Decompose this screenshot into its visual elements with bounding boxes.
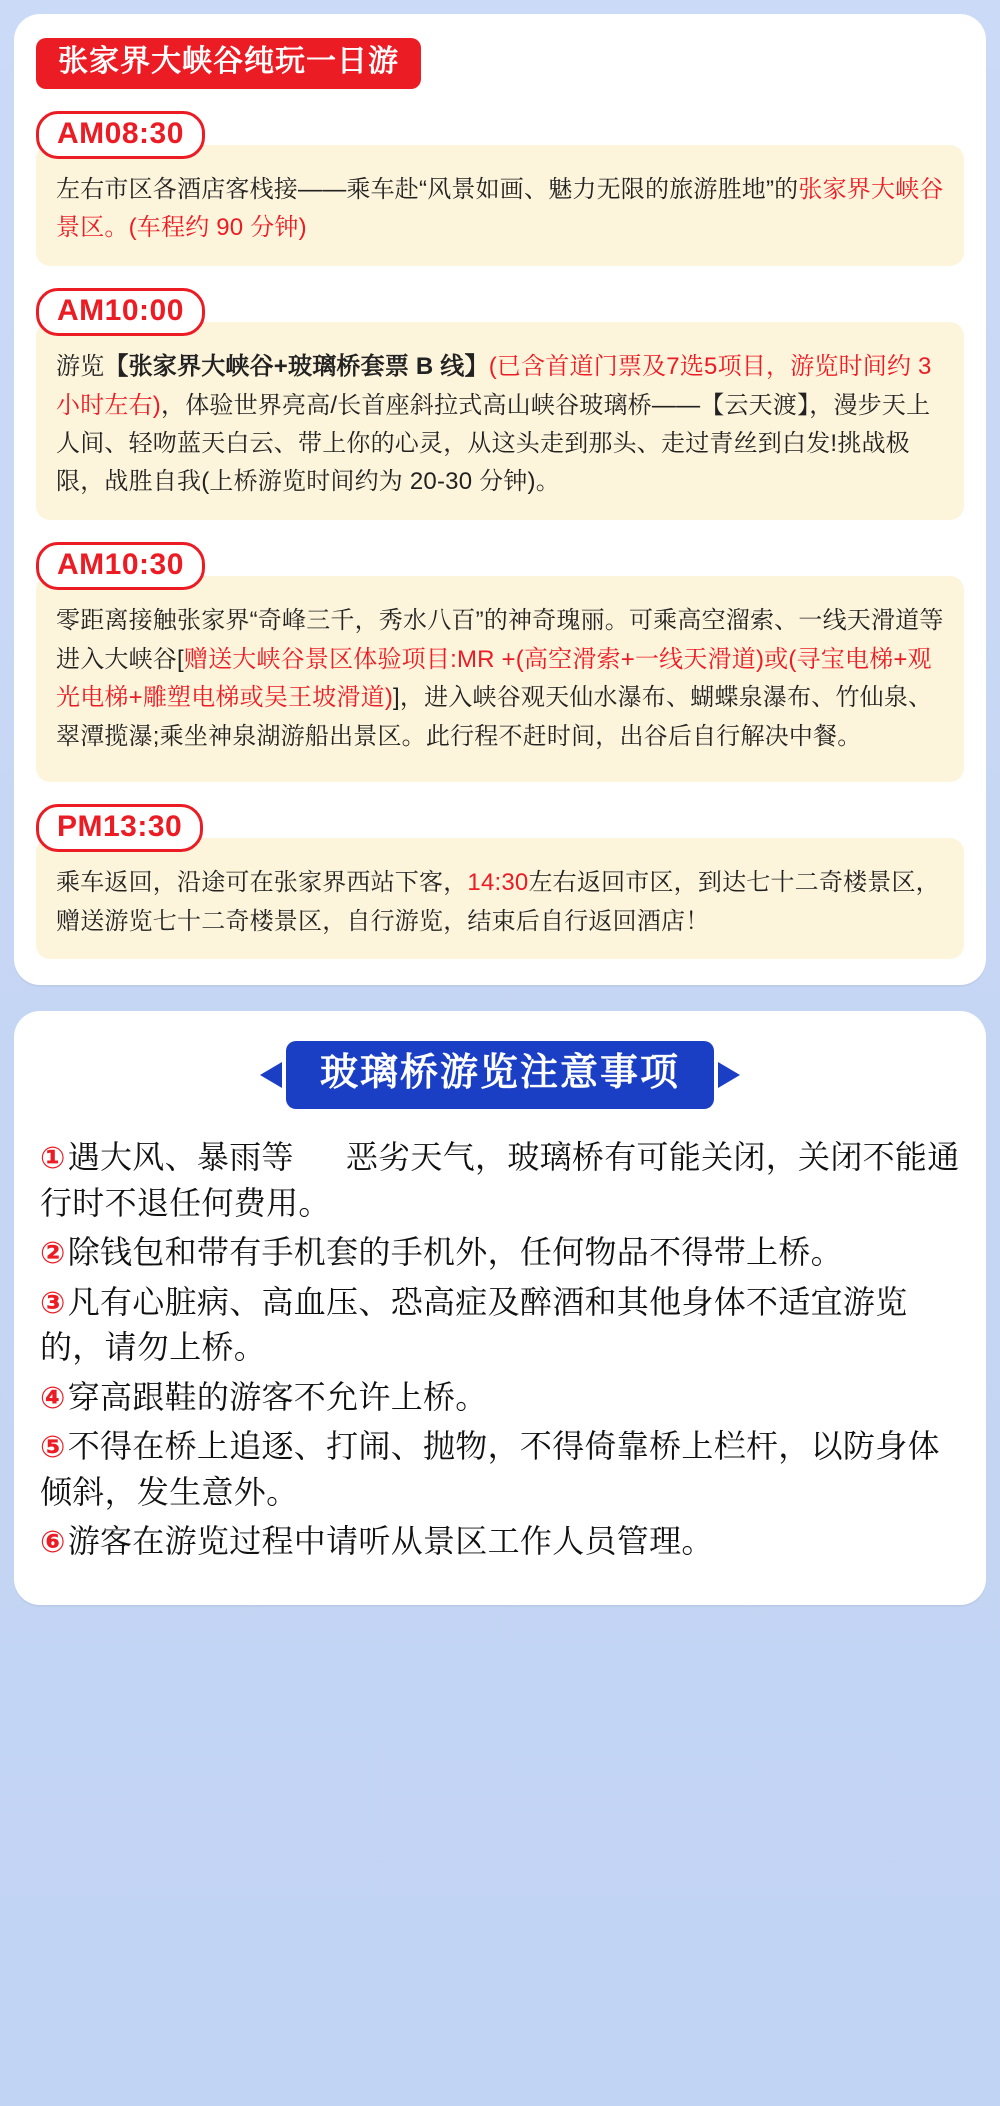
- itinerary-card: [14, 14, 986, 985]
- note-number: ④: [40, 1381, 66, 1415]
- text-segment-highlight: (已含首道门票及7选5项目，游览时间约 3 小时左右): [56, 353, 932, 419]
- note-text: 不得在桥上追逐、打闹、抛物，不得倚靠桥上栏杆，以防身体倾斜，发生意外。: [40, 1428, 940, 1510]
- arrow-right-icon: [260, 1062, 282, 1088]
- time-badge: AM10:30: [36, 542, 205, 591]
- text-segment: ，体验世界亮高/长首座斜拉式高山峡谷玻璃桥——【云天渡】，漫步天上人间、轻吻蓝天白云、带上你的心灵，从这头走到那头、走过青丝到白发!挑战极限，战胜自我(上桥游览时间约为 20-30 分钟)。: [56, 391, 931, 496]
- note-number: ③: [40, 1286, 66, 1320]
- note-item: [40, 1375, 960, 1421]
- text-segment: 左右返回市区，到达七十二奇楼景区，赠送游览七十二奇楼景区，自行游览，结束后自行返回酒店！: [56, 869, 940, 935]
- note-text: 遇大风、暴雨等: [67, 1138, 294, 1175]
- text-segment-highlight: 14:30: [467, 869, 529, 897]
- text-segment: 零距离接触张家界“奇峰三千，秀水八百”的神奇瑰丽。可乘高空溜索、一线天滑道等进入大峡谷[: [56, 607, 944, 673]
- itinerary-block: [36, 542, 964, 782]
- itinerary-body: [36, 145, 964, 266]
- text-segment-highlight: 张家界大峡谷景区。(车程约 90 分钟): [56, 176, 944, 242]
- itinerary-body: [36, 322, 964, 520]
- text-segment-bold: 【张家界大峡谷+玻璃桥套票 B 线】: [104, 353, 489, 381]
- notes-card: [14, 1011, 986, 1605]
- page-title: 张家界大峡谷纯玩一日游: [36, 38, 421, 89]
- note-number: ①: [40, 1141, 66, 1175]
- note-text: 穿高跟鞋的游客不允许上桥。: [67, 1378, 488, 1415]
- note-item: [40, 1519, 960, 1565]
- text-segment: ]，进入峡谷观天仙水瀑布、蝴蝶泉瀑布、竹仙泉、翠潭揽瀑;乘坐神泉湖游船出景区。此行程不赶时间，出谷后自行解决中餐。: [56, 684, 933, 750]
- itinerary-body: [36, 838, 964, 959]
- text-segment-highlight: 赠送大峡谷景区体验项目:MR +(高空滑索+一线天滑道)或(寻宝电梯+观光电梯+雕塑电梯或吴王坡滑道): [56, 645, 932, 712]
- itinerary-block: [36, 111, 964, 266]
- note-item: [40, 1230, 960, 1276]
- note-item: [40, 1424, 960, 1515]
- itinerary-body: [36, 576, 964, 782]
- note-number: ⑥: [40, 1526, 66, 1560]
- time-badge: AM08:30: [36, 111, 205, 160]
- text-segment: 乘车返回，沿途可在张家界西站下客，: [56, 869, 468, 897]
- text-segment: 左右市区各酒店客栈接——乘车赴“风景如画、魅力无限的旅游胜地”的: [56, 176, 799, 203]
- note-number: ⑤: [40, 1431, 66, 1465]
- note-number: ②: [40, 1237, 66, 1271]
- note-item: [40, 1135, 960, 1226]
- text-segment: 游览: [56, 353, 105, 381]
- note-text-continued: 恶劣天气，玻璃桥有可能关闭，关闭不能通行时不退任何费用。: [40, 1138, 960, 1221]
- note-item: [40, 1280, 960, 1371]
- time-badge: AM10:00: [36, 288, 205, 337]
- time-badge: PM13:30: [36, 804, 203, 853]
- note-text: 凡有心脏病、高血压、恐高症及醉酒和其他身体不适宜游览的，请勿上桥。: [40, 1283, 908, 1366]
- itinerary-block: [36, 804, 964, 959]
- note-text: 游客在游览过程中请听从景区工作人员管理。: [67, 1523, 714, 1560]
- itinerary-block: [36, 288, 964, 520]
- note-text: 除钱包和带有手机套的手机外，任何物品不得带上桥。: [67, 1234, 843, 1271]
- notes-heading: 玻璃桥游览注意事项: [286, 1041, 714, 1109]
- arrow-left-icon: [718, 1062, 740, 1088]
- notes-header: [40, 1041, 960, 1109]
